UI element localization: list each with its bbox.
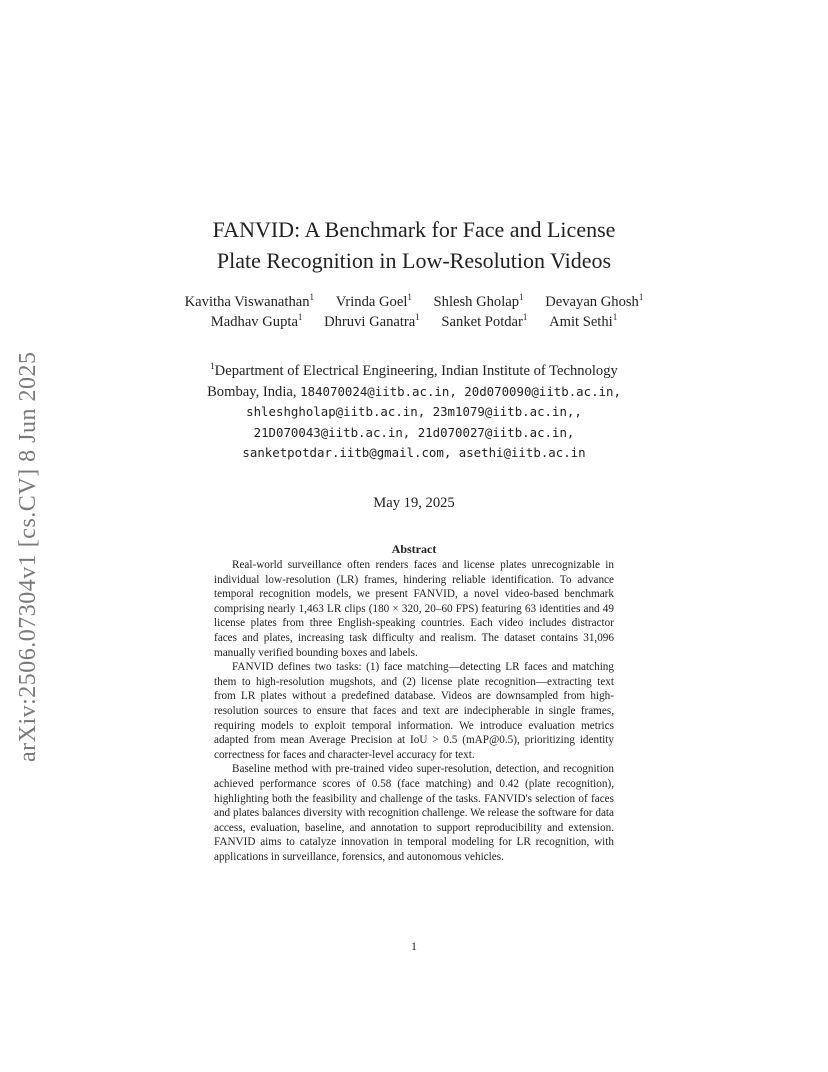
author: Kavitha Viswanathan$^1$	[184, 292, 315, 310]
publication-date: May 19, 2025	[373, 495, 455, 511]
author: Sanket Potdar$^1$	[441, 312, 528, 330]
page-number: 1	[411, 939, 417, 953]
affiliation-block	[190, 362, 638, 464]
abstract-heading: Abstract	[391, 542, 437, 556]
arxiv-identifier-stamp: arXiv:2506.07304v1 [cs.CV] 8 Jun 2025	[15, 351, 41, 762]
author: Amit Sethi$^1$	[549, 312, 618, 330]
author-emails: 184070024@iitb.ac.in, 20d070090@iitb.ac.in, shleshgholap@iitb.ac.in, 23m1079@iitb.ac.in,, 21D070043@iitb.ac.in, 21d070027@iitb.ac.in, sanketpotdar.iitb@gmail.com, asethi@iitb.ac.in	[242, 383, 621, 460]
affiliation-marker: 1	[210, 361, 215, 372]
paper-title	[150, 214, 678, 276]
author: Madhav Gupta$^1$	[210, 312, 303, 330]
abstract-paragraph: FANVID defines two tasks: (1) face matching—detecting LR faces and matching them to high-resolution mugshots, and (2) license plate recognition—extracting text from LR plates without a predefined database. Videos are downsampled from high-resolution sources to ensure that faces and text are indecipherable in single frames, requiring models to exploit temporal information. We introduce evaluation metrics adapted from mean Average Precision at IoU > 0.5 (mAP@0.5), prioritizing identity correctness for faces and character-level accuracy for text.	[214, 661, 614, 761]
author: Devayan Ghosh$^1$	[545, 292, 644, 310]
abstract-paragraph: Baseline method with pre-trained video super-resolution, detection, and recognition achieved performance scores of 0.58 (face matching) and 0.42 (plate recognition), highlighting both the feasibility and challenge of the tasks. FANVID's selection of faces and plates balances diversity with recognition challenge. We release the software for data access, evaluation, baseline, and annotation to support reproducibility and extension. FANVID aims to catalyze innovation in temporal modeling for LR recognition, with applications in surveillance, forensics, and autonomous vehicles.	[214, 763, 614, 863]
author: Vrinda Goel$^1$	[335, 292, 412, 310]
title-line-1: FANVID: A Benchmark for Face and License	[212, 217, 616, 242]
affiliation-text: Department of Electrical Engineering, Indian Institute of Technology Bombay, India,	[207, 363, 618, 400]
abstract-paragraph: Real-world surveillance often renders faces and license plates unrecognizable in individual low-resolution (LR) frames, hindering reliable identification. To advance temporal recognition models, we present FANVID, a novel video-based benchmark comprising nearly 1,463 LR clips (180 × 320, 20–60 FPS) featuring 63 identities and 49 license plates from three English-speaking countries. Each video includes distractor faces and plates, increasing task difficulty and realism. The dataset contains 31,096 manually verified bounding boxes and labels.	[214, 559, 614, 659]
author: Dhruvi Ganatra$^1$	[324, 312, 420, 330]
title-line-2: Plate Recognition in Low-Resolution Videos	[216, 248, 612, 273]
author: Shlesh Gholap$^1$	[433, 292, 524, 310]
abstract-body	[214, 558, 614, 864]
author-list	[160, 292, 668, 332]
